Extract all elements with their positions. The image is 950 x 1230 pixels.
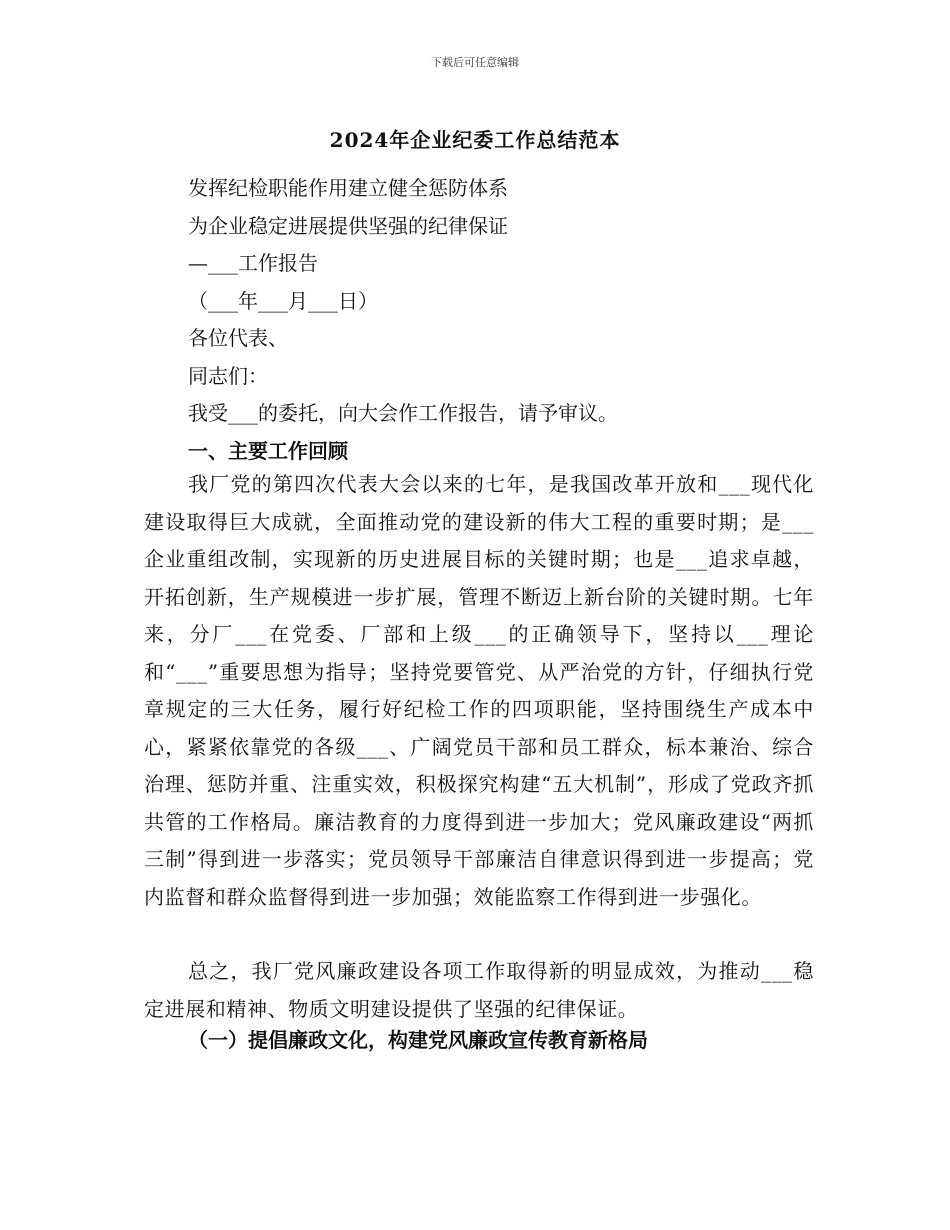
opening-block (144, 170, 814, 470)
header-note: 下载后可任意编辑 (431, 56, 519, 69)
document-title: 2024年企业纪委工作总结范本 (329, 128, 621, 152)
salutation-delegates: 各位代表、 (188, 326, 288, 350)
section-heading-1: 一、主要工作回顾 (188, 438, 348, 463)
entrusted-line: 我受___的委托，向大会作工作报告，请予审议。 (188, 401, 618, 425)
date-line: （___年___月___日） (188, 288, 378, 313)
report-line: —___工作报告 (188, 251, 318, 275)
paragraph-review: 我厂党的第四次代表大会以来的七年，是我国改革开放和___现代化建设取得巨大成就，全面推动党的建设新的伟大工程的重要时期；是___企业重组改制，实现新的历史进展目标的关键时期；也是___追求卓越，开拓创新，生产规模进一步扩展，管理不断迈上新台阶的关键时期。七年来，分厂___在党委、厂部和上级___的正确领导下，坚持以___理论和“___”重要思想为指导；坚持党要管党、从严治党的方针，仔细执行党章规定的三大任务，履行好纪检工作的四项职能，坚持围绕生产成本中心，紧紧依靠党的各级___、广阔党员干部和员工群众，标本兼治、综合治理、惩防并重、注重实效，积极探究构建“五大机制”，形成了党政齐抓共管的工作格局。廉洁教育的力度得到进一步加大；党风廉政建设“两抓三制”得到进一步落实；党员领导干部廉洁自律意识得到进一步提高；党内监督和群众监督得到进一步加强；效能监察工作得到进一步强化。 (144, 472, 814, 909)
salutation-comrades: 同志们： (188, 363, 268, 388)
subtitle-line-2: 为企业稳定进展提供坚强的纪律保证 (188, 213, 508, 238)
subtitle-line-1: 发挥纪检职能作用建立健全惩防体系 (188, 176, 508, 200)
paragraph-summary: 总之，我厂党风廉政建设各项工作取得新的明显成效，为推动___稳定进展和精神、物质文明建设提供了坚强的纪律保证。 (144, 959, 814, 1021)
subsection-heading-1: （一）提倡廉政文化，构建党风廉政宣传教育新格局 (188, 1028, 648, 1052)
